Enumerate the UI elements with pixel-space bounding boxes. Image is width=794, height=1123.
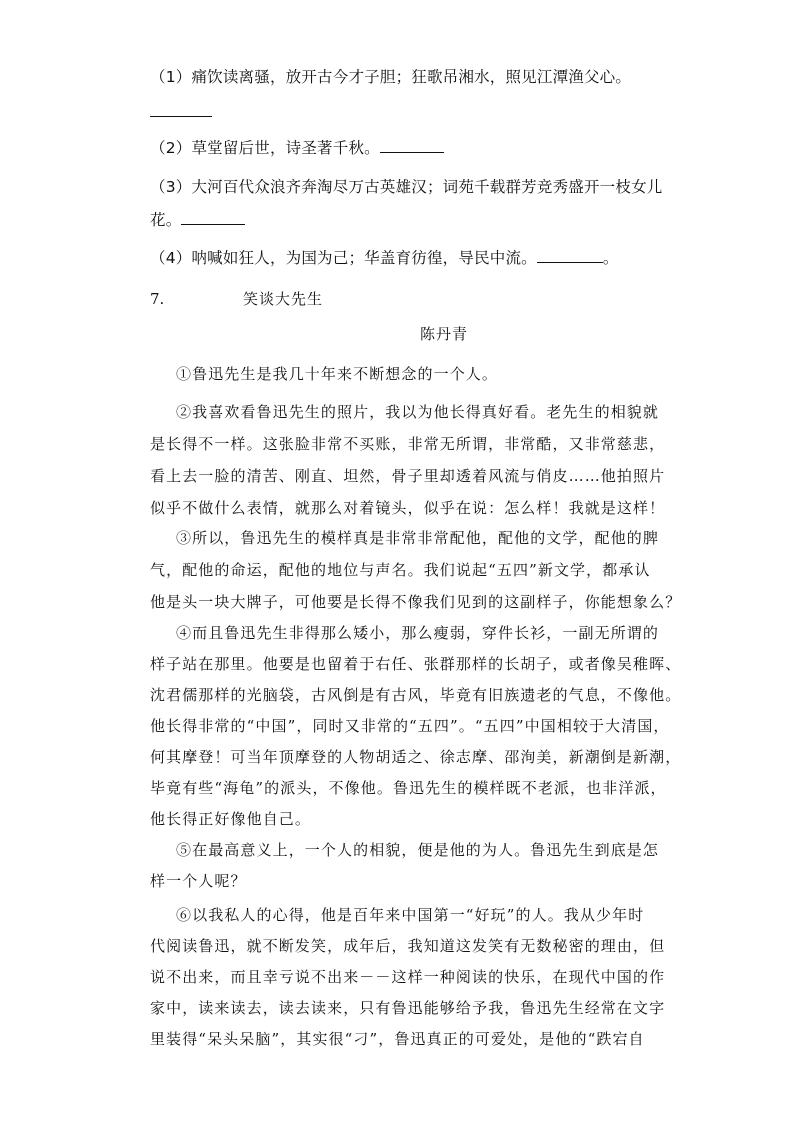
article-line: 说不出来，而且幸亏说不出来－－这样一种阅读的快乐，在现代中国的作: [150, 968, 666, 986]
answer-blank-3[interactable]: [181, 209, 245, 225]
article-line: ②我喜欢看鲁迅先生的照片，我以为他长得真好看。老先生的相貌就: [176, 403, 660, 421]
question-4-text: （4）呐喊如狂人，为国为己；华盖育彷徨，导民中流。: [150, 249, 537, 267]
article-line: 是长得不一样。这张脸非常不买账，非常无所谓，非常酷，又非常慈悲，: [150, 435, 666, 453]
question-3: [150, 177, 662, 197]
question-2: [150, 137, 444, 158]
article-line: 代阅读鲁迅，就不断发笑，成年后，我知道这发笑有无数秘密的理由，但: [150, 937, 666, 955]
article-line: ③所以，鲁迅先生的模样真是非常非常配他，配他的文学，配他的脾: [176, 529, 660, 547]
article-line: ④而且鲁迅先生非得那么矮小，那么瘦弱，穿件长衫，一副无所谓的: [176, 624, 660, 642]
article-author: [420, 324, 468, 344]
article-line: 样一个人呢？: [150, 872, 247, 890]
answer-blank-2[interactable]: [380, 137, 444, 153]
question-1-text: （1）痛饮读离骚，放开古今才子胆；狂歌吊湘水，照见江潭渔父心。: [150, 68, 632, 86]
article-line: 气，配他的命运，配他的地位与声名。我们说起“五四”新文学，都承认: [150, 561, 651, 579]
article-line: ①鲁迅先生是我几十年来不断想念的一个人。: [176, 365, 499, 383]
article-line: 他长得正好像他自己。: [150, 810, 312, 828]
question-3-continued: [150, 209, 245, 230]
article-line: 沈君儒那样的光脑袋，古风倒是有古风，毕竟有旧族遗老的气息，不像他。: [150, 686, 682, 704]
article-line: 看上去一脸的清苦、刚直、坦然，骨子里却透着风流与俏皮……他拍照片: [150, 467, 666, 485]
article-line: ⑤在最高意义上，一个人的相貌，便是他的为人。鲁迅先生到底是怎: [176, 841, 660, 859]
article-line: 似乎不做什么表情，就那么对着镜头，似乎在说：怎么样！我就是这样！: [150, 499, 666, 517]
article-line: ⑥以我私人的心得，他是百年来中国第一“好玩”的人。我从少年时: [176, 906, 645, 924]
question-2-text: （2）草堂留后世，诗圣著千秋。: [150, 139, 380, 157]
question-1: [150, 67, 631, 87]
article-number: [150, 289, 164, 309]
question-4: [150, 247, 619, 268]
article-line: 家中，读来读去，读去读来，只有鲁迅能够给予我，鲁迅先生经常在文字: [150, 999, 666, 1017]
question-1-answer-line: [150, 101, 212, 122]
answer-blank-4[interactable]: [537, 247, 603, 263]
article-line: 何其摩登！可当年顶摩登的人物胡适之、徐志摩、邵洵美，新潮倒是新潮，: [150, 748, 682, 766]
article-line: 样子站在那里。他要是也留着于右任、张群那样的长胡子，或者像吴稚晖、: [150, 655, 682, 673]
article-line: 里装得“呆头呆脑”，其实很“刁”，鲁迅真正的可爱处，是他的“跌宕自: [150, 1030, 645, 1048]
article-title: [243, 289, 323, 309]
answer-blank-1[interactable]: [150, 101, 212, 117]
article-number-text: 7.: [150, 290, 165, 308]
article-line: 他是头一块大牌子，可他要是长得不像我们见到的这副样子，你能想象么？: [150, 593, 682, 611]
article-title-text: 笑谈大先生: [243, 290, 324, 308]
question-4-tail: 。: [602, 249, 619, 267]
question-3-text-b: 花。: [150, 211, 182, 229]
question-3-text-a: （3）大河百代众浪齐奔淘尽万古英雄汉；词苑千载群芳竞秀盛开一枝女儿: [150, 178, 663, 196]
article-line: 他长得非常的“中国”，同时又非常的“五四”。“五四”中国相较于大清国，: [150, 717, 670, 735]
article-author-text: 陈丹青: [420, 325, 469, 343]
article-line: 毕竟有些“海龟”的派头，不像他。鲁迅先生的模样既不老派，也非洋派，: [150, 779, 667, 797]
